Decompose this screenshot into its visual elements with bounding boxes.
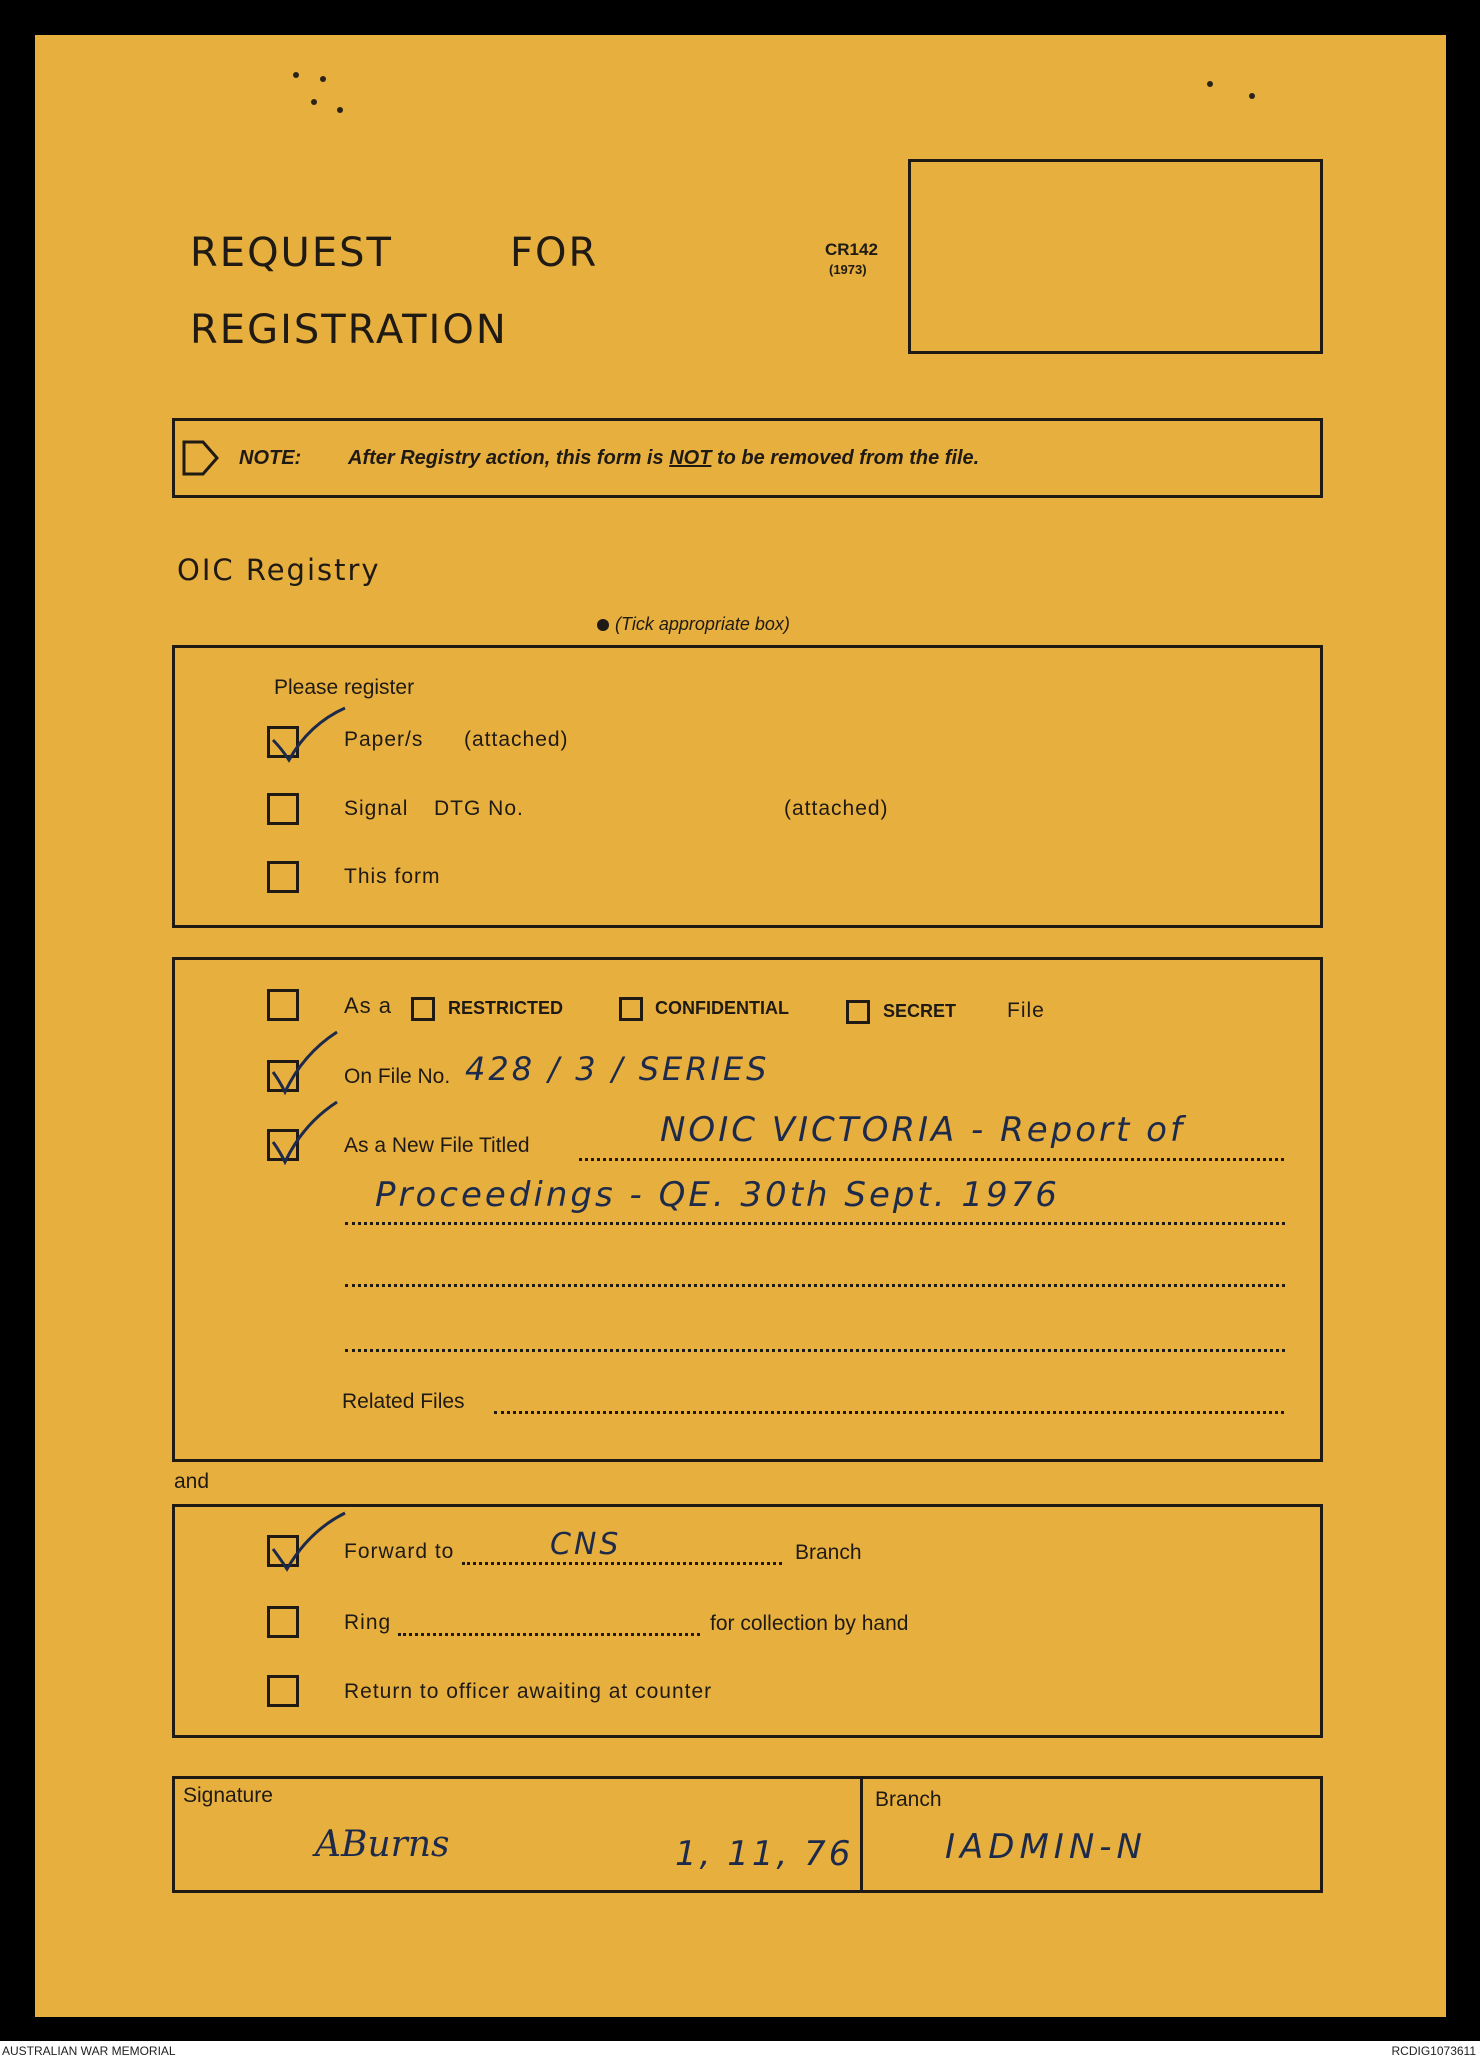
secret-label: SECRET xyxy=(883,1001,957,1021)
confidential-label: CONFIDENTIAL xyxy=(655,998,789,1018)
note-text xyxy=(348,447,979,470)
note-box xyxy=(172,418,1323,498)
new-file-line-4 xyxy=(345,1349,1285,1352)
arrow-icon xyxy=(181,439,221,477)
register-heading: Please register xyxy=(274,676,415,699)
file-word: File xyxy=(1007,999,1045,1022)
related-files-label: Related Files xyxy=(342,1390,465,1413)
new-file-label: As a New File Titled xyxy=(344,1134,530,1157)
note-label: NOTE: xyxy=(239,447,302,469)
note-text-before: After Registry action, this form is xyxy=(348,447,664,469)
signal-label: Signal xyxy=(344,797,409,820)
forward-label: Forward to xyxy=(344,1540,455,1563)
forward-line xyxy=(462,1562,782,1565)
as-a-checkbox[interactable] xyxy=(267,989,299,1021)
on-file-value[interactable]: 428 / 3 / SERIES xyxy=(465,1050,770,1088)
papers-label: Paper/s xyxy=(344,728,424,751)
form-code-year: (1973) xyxy=(829,262,867,277)
punch-hole xyxy=(1249,93,1255,99)
signature-label: Signature xyxy=(183,1784,273,1807)
punch-hole xyxy=(293,72,299,78)
tick-mark-icon xyxy=(269,1028,341,1096)
new-file-line-1 xyxy=(579,1158,1284,1161)
form-sheet xyxy=(35,35,1446,2017)
new-file-value-line2[interactable]: Proceedings - QE. 30th Sept. 1976 xyxy=(375,1175,1060,1215)
punch-hole xyxy=(320,76,326,82)
archive-footer xyxy=(0,2041,1480,2061)
signature-value[interactable]: ABurns xyxy=(315,1824,450,1865)
addressee: OIC Registry xyxy=(177,553,381,587)
tick-mark-icon xyxy=(269,1509,349,1573)
this-form-label: This form xyxy=(344,865,441,888)
new-file-line-3 xyxy=(345,1284,1285,1287)
bullet-icon xyxy=(597,619,609,631)
return-label: Return to officer awaiting at counter xyxy=(344,1680,713,1703)
tick-mark-icon xyxy=(269,1098,341,1166)
branch-label: Branch xyxy=(875,1788,942,1811)
as-a-label: As a xyxy=(344,993,393,1018)
signature-box xyxy=(172,1776,1323,1893)
signature-date[interactable]: 1, 11, 76 xyxy=(675,1834,854,1874)
form-title-request: REQUEST xyxy=(190,230,393,276)
branch-value[interactable]: IADMIN-N xyxy=(945,1827,1147,1867)
new-file-line-2 xyxy=(345,1222,1285,1225)
confidential-checkbox[interactable] xyxy=(619,997,643,1021)
ring-label: Ring xyxy=(344,1611,392,1634)
on-file-label: On File No. xyxy=(344,1065,451,1088)
branch-word: Branch xyxy=(795,1541,862,1564)
form-title-for: FOR xyxy=(510,230,599,276)
ring-suffix: for collection by hand xyxy=(710,1612,909,1635)
registry-stamp-box xyxy=(908,159,1323,354)
signal-dtg-label: DTG No. xyxy=(434,797,524,820)
and-word: and xyxy=(174,1470,210,1493)
form-code: CR142 xyxy=(825,240,878,259)
forward-box xyxy=(172,1504,1323,1738)
signal-checkbox[interactable] xyxy=(267,793,299,825)
footer-right: RCDIG1073611 xyxy=(1391,2044,1476,2058)
note-text-emph: NOT xyxy=(669,447,712,469)
punch-hole xyxy=(337,107,343,113)
return-checkbox[interactable] xyxy=(267,1675,299,1707)
this-form-checkbox[interactable] xyxy=(267,861,299,893)
note-text-after: to be removed from the file. xyxy=(716,447,980,469)
restricted-checkbox[interactable] xyxy=(411,997,435,1021)
signature-divider xyxy=(860,1776,863,1893)
punch-hole xyxy=(311,99,317,105)
ring-line[interactable] xyxy=(398,1633,700,1636)
tick-hint: (Tick appropriate box) xyxy=(615,614,790,634)
signal-suffix: (attached) xyxy=(784,797,889,820)
related-files-line[interactable] xyxy=(494,1411,1284,1414)
footer-left: AUSTRALIAN WAR MEMORIAL xyxy=(2,2044,176,2058)
restricted-label: RESTRICTED xyxy=(448,998,564,1018)
new-file-value-line1[interactable]: NOIC VICTORIA - Report of xyxy=(660,1110,1185,1150)
secret-checkbox[interactable] xyxy=(846,1000,870,1024)
form-title-registration: REGISTRATION xyxy=(190,307,508,353)
punch-hole xyxy=(1207,81,1213,87)
ring-checkbox[interactable] xyxy=(267,1606,299,1638)
register-box xyxy=(172,645,1323,928)
tick-mark-icon xyxy=(269,704,349,764)
forward-value[interactable]: CNS xyxy=(550,1527,622,1562)
papers-suffix: (attached) xyxy=(464,728,569,751)
file-box xyxy=(172,957,1323,1462)
